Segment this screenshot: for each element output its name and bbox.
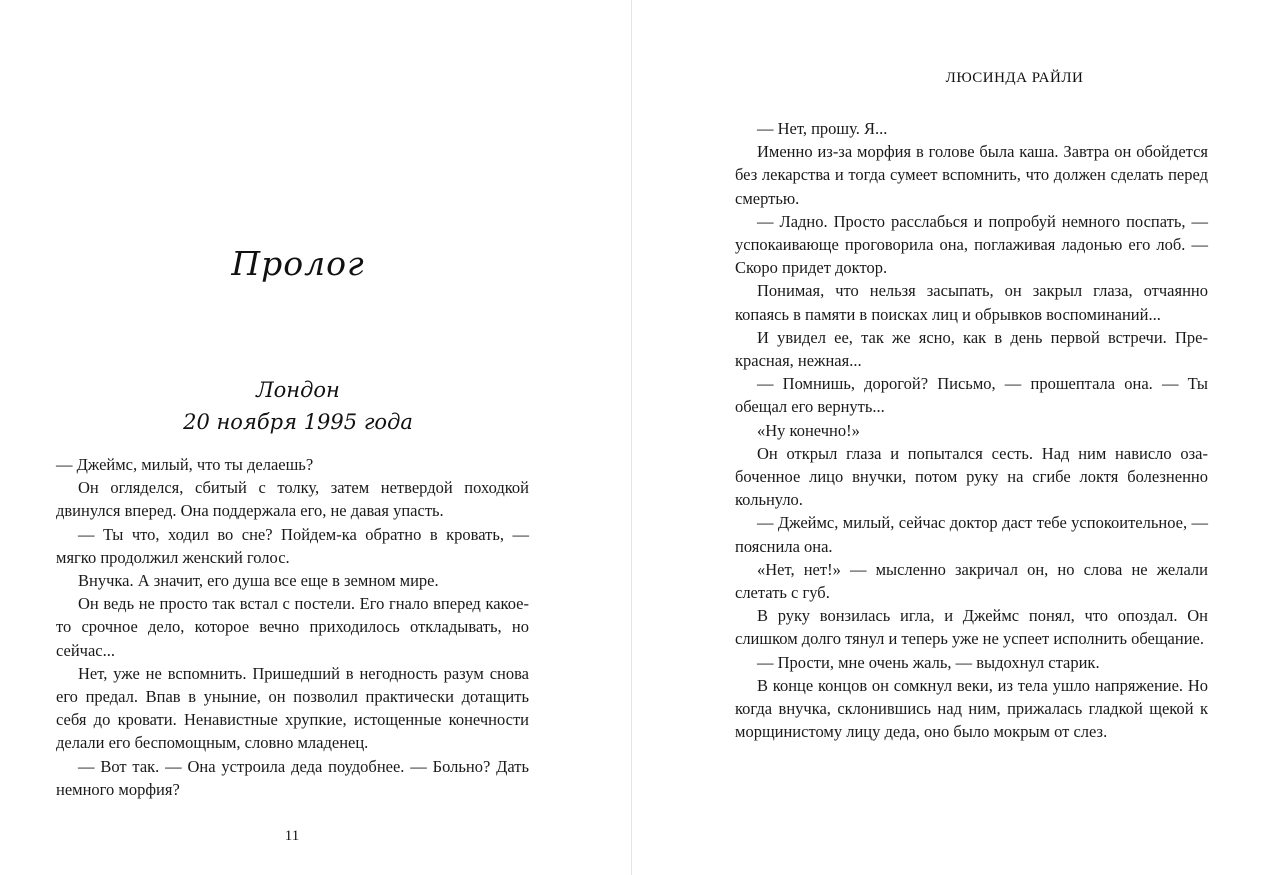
paragraph: — Джеймс, милый, сейчас доктор даст тебе успокоительное, — пояснила она.: [735, 513, 1208, 556]
paragraph: — Прости, мне очень жаль, — выдохнул старик.: [757, 652, 1100, 672]
paragraph: — Ты что, ходил во сне? Пойдем-ка обратно в кровать, — мягко продолжил женский голос.: [56, 524, 529, 567]
paragraph: «Ну конечно!»: [757, 420, 860, 440]
left-body-text: [56, 453, 529, 801]
paragraph: Нет, уже не вспомнить. Пришедший в негодность разум снова его предал. Впав в уныние, он позволил практически дотащить себя до кровати. Ненавистные хрупкие, истощенные конечности делали его беспомощным, словно младенец.: [56, 663, 529, 753]
paragraph: Он открыл глаза и попытался сесть. Над ним нависло озабоченное лицо внучки, потом руку на сгибе локтя болезненно кольнуло.: [735, 443, 1208, 510]
paragraph: «Нет, нет!» — мысленно закричал он, но слова не желали слетать с губ.: [735, 559, 1208, 603]
paragraph: В конце концов он сомкнул веки, из тела ушло напряжение. Но когда внучка, склонившись над ним, прижалась гладкой щекой к морщинистому лицу деда, оно было мокрым от слез.: [735, 675, 1208, 742]
chapter-title: Пролог: [231, 244, 365, 283]
paragraph: — Помнишь, дорогой? Письмо, — прошептала она. — Ты обещал его вернуть...: [735, 374, 1208, 417]
right-page: [632, 0, 1263, 875]
place-name: Лондон: [256, 378, 340, 402]
left-page: [0, 0, 631, 875]
right-body-text: [735, 117, 1208, 743]
paragraph: Он ведь не просто так встал с постели. Его гнало вперед какое-то срочное дело, которое вечно приходилось откладывать, но сейчас...: [56, 594, 529, 660]
running-header: ЛЮСИНДА РАЙЛИ: [945, 70, 1084, 86]
page-number: 11: [284, 828, 300, 844]
paragraph: — Ладно. Просто расслабься и попробуй немного поспать, — успокаивающе проговорила она, поглаживая ладонью его лоб. — Скоро придет доктор.: [735, 211, 1208, 278]
paragraph: И увидел ее, так же ясно, как в день первой встречи. Прекрасная, нежная...: [735, 327, 1208, 371]
paragraph: — Вот так. — Она устроила деда поудобнее. — Больно? Дать немного морфия?: [56, 756, 529, 799]
paragraph: Понимая, что нельзя засыпать, он закрыл глаза, отчаянно копаясь в памяти в поисках лиц и обрывков воспоминаний...: [735, 281, 1208, 324]
paragraph: — Джеймс, милый, что ты делаешь?: [56, 455, 314, 474]
paragraph: — Нет, прошу. Я...: [757, 119, 888, 138]
chapter-setting: [0, 374, 596, 438]
paragraph: Именно из-за морфия в голове была каша. Завтра он обойдется без лекарства и тогда сумеет вспомнить, что должен сделать перед смертью.: [735, 142, 1208, 208]
paragraph: В руку вонзилась игла, и Джеймс понял, что опоздал. Он слишком долго тянул и теперь уже не успеет исполнить обещание.: [735, 606, 1208, 649]
paragraph: Внучка. А значит, его душа все еще в земном мире.: [78, 571, 439, 591]
paragraph: Он огляделся, сбитый с толку, затем нетвердой походкой двинулся вперед. Она поддержала его, не давая упасть.: [56, 478, 529, 521]
date-line: 20 ноября 1995 года: [183, 410, 413, 434]
